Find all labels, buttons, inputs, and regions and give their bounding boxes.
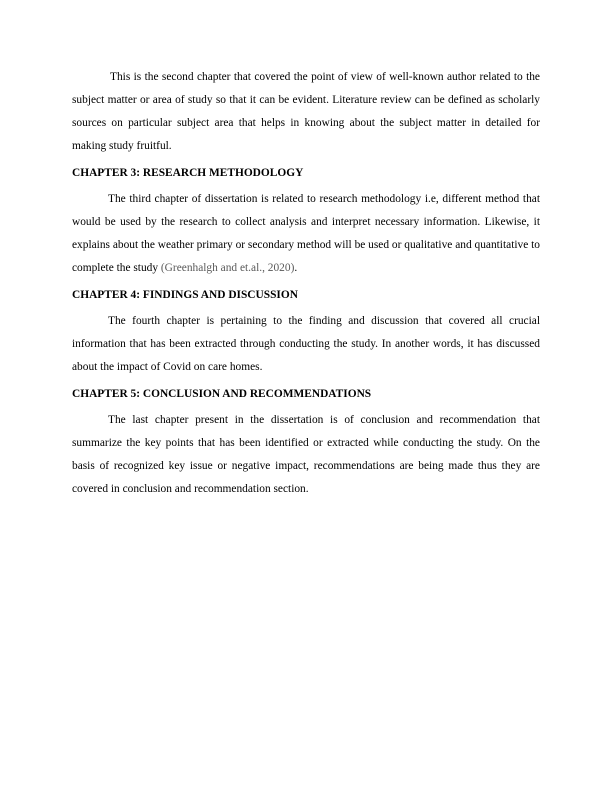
chapter-3-text-end: . <box>294 262 298 274</box>
intro-paragraph: This is the second chapter that covered the point of view of well-known author related to the subject matter or area of study so that it can be evident. Literature review can be defined as scholarly sources on particular subject area that helps in knowing about the subject matter in detailed for making study fruitful. <box>72 71 540 152</box>
document-page <box>72 66 540 501</box>
chapter-3-heading: CHAPTER 3: RESEARCH METHODOLOGY <box>72 167 304 179</box>
chapter-3-text: The third chapter of dissertation is related to research methodology i.e, different method that would be used by the research to collect analysis and interpret necessary information. Likewise, it explains about the weather primary or secondary method will be used or qualitative and quantitative to complete the study <box>72 193 540 274</box>
chapter-3-paragraph <box>72 188 540 280</box>
chapter-5-heading: CHAPTER 5: CONCLUSION AND RECOMMENDATIONS <box>72 388 372 400</box>
chapter-4-heading: CHAPTER 4: FINDINGS AND DISCUSSION <box>72 289 298 301</box>
citation: (Greenhalgh and et.al., 2020) <box>160 262 295 274</box>
chapter-5-paragraph: The last chapter present in the dissertation is of conclusion and recommendation that summarize the key points that has been identified or extracted while conducting the study. On the basis of recognized key issue or negative impact, recommendations are being made thus they are covered in conclusion and recommendation section. <box>72 414 540 495</box>
chapter-4-paragraph: The fourth chapter is pertaining to the finding and discussion that covered all crucial information that has been extracted through conducting the study. In another words, it has discussed about the impact of Covid on care homes. <box>72 315 540 373</box>
